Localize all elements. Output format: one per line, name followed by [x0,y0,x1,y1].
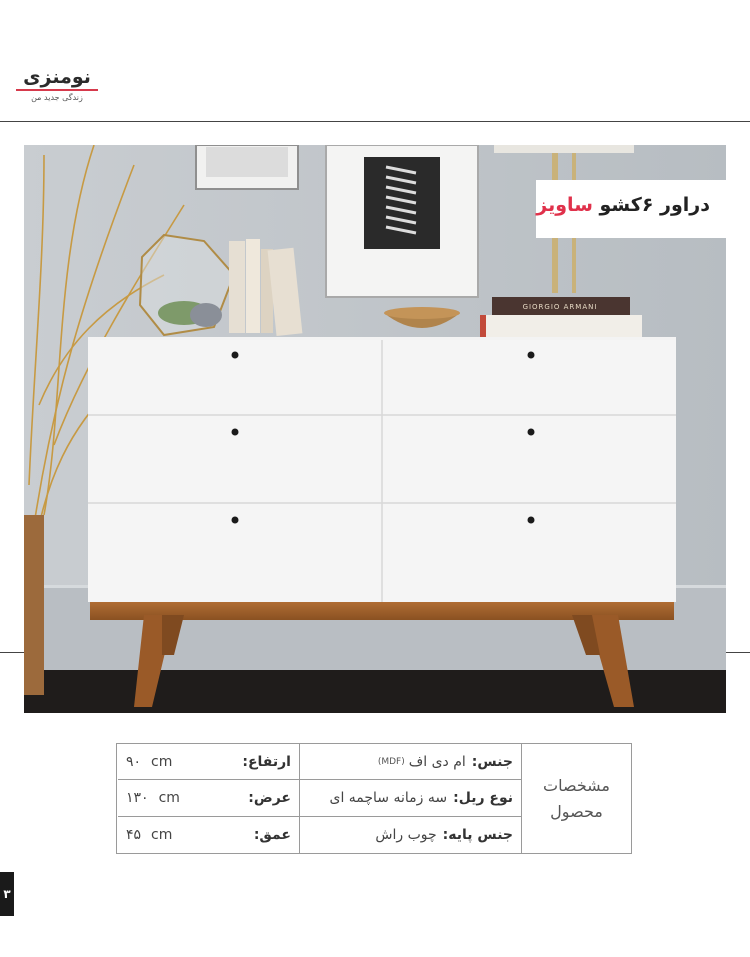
height-value: ۹۰ [126,753,142,770]
spec-row-leg [300,817,521,853]
spec-row-rail [300,780,521,816]
product-title-main: دراور ۶کشو [599,194,710,216]
material-label: جنس: [471,753,513,770]
brand-name: نومنزی [23,66,91,88]
spec-heading-line2: محصول [550,801,603,821]
book-label: GIORGIO ARMANI [522,303,598,311]
side-rule-right [724,652,750,653]
rail-label: نوع ریل: [453,789,513,806]
leg-value: چوب راش [375,826,437,843]
spec-heading [521,744,631,853]
product-title [536,180,726,238]
spec-dimensions [118,744,299,853]
spec-row-width [118,780,299,816]
height-unit: cm [151,753,173,770]
spec-heading-line1: مشخصات [543,775,610,795]
depth-unit: cm [151,826,173,843]
spec-row-height [118,744,299,780]
depth-label: عمق: [253,826,291,843]
leg-label: جنس پایه: [442,826,513,843]
brand-tagline: زندگی جدید من [31,93,83,102]
spec-row-depth [118,817,299,853]
page-number-tab [0,872,14,916]
width-label: عرض: [248,789,291,806]
page-number: ۳ [3,887,11,901]
rail-value: سه زمانه ساچمه ای [329,789,448,806]
spec-table [116,743,632,854]
side-rule-left [0,652,24,653]
depth-value: ۴۵ [126,826,142,843]
spec-materials [299,744,521,853]
width-unit: cm [158,789,180,806]
material-abbr: (MDF) [377,756,405,767]
product-title-accent: ساویز [536,194,593,216]
width-value: ۱۳۰ [126,789,149,806]
brand-logo [12,66,102,110]
height-label: ارتفاع: [242,753,291,770]
brand-underline [16,89,98,91]
spec-row-material [300,744,521,780]
header-rule [0,121,750,122]
material-value: ام دی اف [408,753,466,770]
